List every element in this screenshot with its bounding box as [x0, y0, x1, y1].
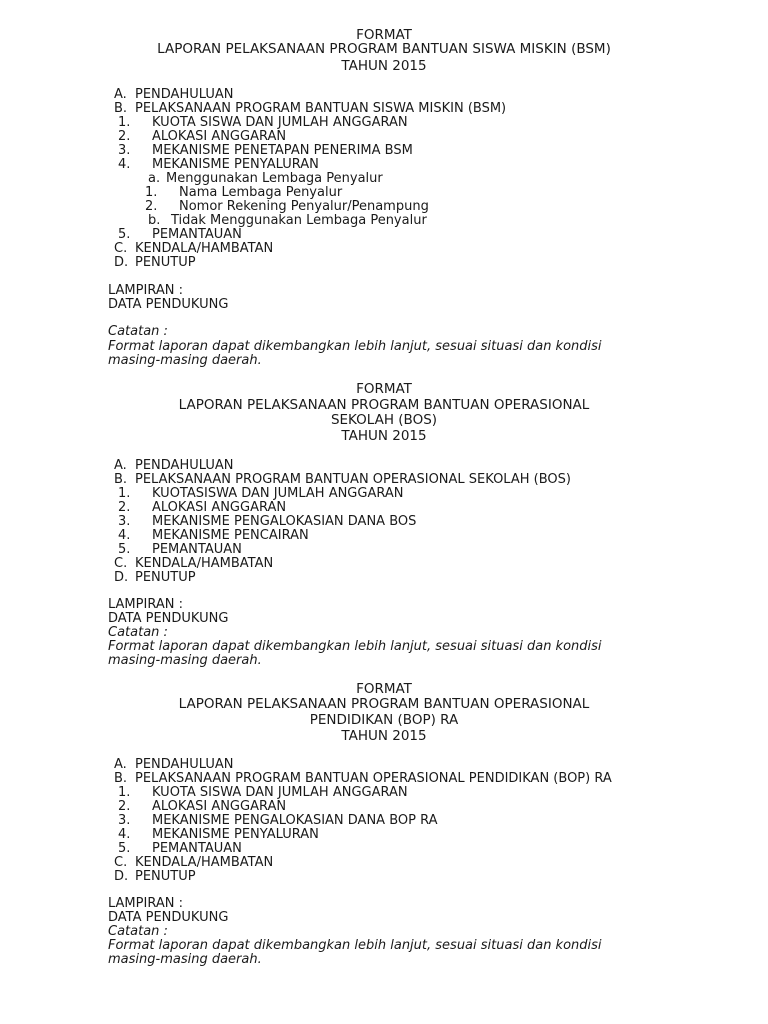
section-title-report: LAPORAN PELAKSANAAN PROGRAM BANTUAN OPERASIONAL	[178, 696, 590, 712]
outline-marker: 2.	[118, 799, 131, 814]
catatan-text: Format laporan dapat dikembangkan lebih lanjut, sesuai situasi dan kondisi	[108, 639, 602, 654]
outline-marker: 1.	[118, 115, 131, 130]
section-title-year: TAHUN 2015	[341, 428, 427, 444]
outline-item: PELAKSANAAN PROGRAM BANTUAN SISWA MISKIN (BSM)	[135, 101, 507, 116]
section-title-report: LAPORAN PELAKSANAAN PROGRAM BANTUAN SISWA MISKIN (BSM)	[157, 41, 611, 57]
section-title-format: FORMAT	[356, 381, 412, 397]
outline-marker: A.	[114, 87, 127, 102]
outline-item: Menggunakan Lembaga Penyalur	[166, 171, 383, 186]
outline-marker: A.	[114, 757, 127, 772]
section-title-report: SEKOLAH (BOS)	[330, 412, 438, 428]
outline-item: PENDAHULUAN	[135, 458, 234, 473]
outline-marker: 5.	[118, 841, 131, 856]
outline-item: KENDALA/HAMBATAN	[135, 556, 274, 571]
data-pendukung-label: DATA PENDUKUNG	[108, 611, 229, 626]
outline-item: KUOTA SISWA DAN JUMLAH ANGGARAN	[152, 115, 408, 130]
section-title-report: PENDIDIKAN (BOP) RA	[309, 712, 459, 728]
outline-marker: b.	[148, 213, 161, 228]
outline-item: Nama Lembaga Penyalur	[179, 185, 343, 200]
outline-marker: 2.	[118, 500, 131, 515]
catatan-text: masing-masing daerah.	[108, 653, 262, 668]
outline-marker: D.	[114, 570, 129, 585]
lampiran-label: LAMPIRAN :	[108, 597, 183, 612]
outline-marker: 2.	[118, 129, 131, 144]
outline-item: PENUTUP	[135, 869, 196, 884]
lampiran-label: LAMPIRAN :	[108, 896, 183, 911]
catatan-label: Catatan :	[108, 924, 168, 939]
outline-item: MEKANISME PENYALURAN	[152, 157, 319, 172]
outline-item: KUOTASISWA DAN JUMLAH ANGGARAN	[152, 486, 404, 501]
outline-item: PEMANTAUAN	[152, 542, 242, 557]
outline-marker: D.	[114, 869, 129, 884]
outline-item: KUOTA SISWA DAN JUMLAH ANGGARAN	[152, 785, 408, 800]
outline-item: PELAKSANAAN PROGRAM BANTUAN OPERASIONAL SEKOLAH (BOS)	[135, 472, 571, 487]
outline-marker: 3.	[118, 143, 131, 158]
outline-item: ALOKASI ANGGARAN	[152, 500, 287, 515]
outline-item: KENDALA/HAMBATAN	[135, 241, 274, 256]
outline-item: MEKANISME PENGALOKASIAN DANA BOS	[152, 514, 417, 529]
catatan-label: Catatan :	[108, 625, 168, 640]
outline-item: PENUTUP	[135, 255, 196, 270]
outline-item: PELAKSANAAN PROGRAM BANTUAN OPERASIONAL PENDIDIKAN (BOP) RA	[135, 771, 612, 786]
lampiran-label: LAMPIRAN :	[108, 283, 183, 298]
data-pendukung-label: DATA PENDUKUNG	[108, 910, 229, 925]
outline-marker: C.	[114, 241, 128, 256]
section-title-format: FORMAT	[356, 27, 412, 43]
outline-marker: 3.	[118, 514, 131, 529]
catatan-text: masing-masing daerah.	[108, 353, 262, 368]
outline-marker: 1.	[118, 486, 131, 501]
outline-item: PEMANTAUAN	[152, 841, 242, 856]
outline-marker: 1.	[118, 785, 131, 800]
outline-item: MEKANISME PENGALOKASIAN DANA BOP RA	[152, 813, 438, 828]
section-title-year: TAHUN 2015	[341, 728, 427, 744]
outline-item: ALOKASI ANGGARAN	[152, 799, 287, 814]
section-title-year: TAHUN 2015	[341, 58, 427, 74]
catatan-label: Catatan :	[108, 324, 168, 339]
outline-marker: C.	[114, 556, 128, 571]
outline-item: MEKANISME PENETAPAN PENERIMA BSM	[152, 143, 413, 158]
outline-marker: C.	[114, 855, 128, 870]
outline-item: KENDALA/HAMBATAN	[135, 855, 274, 870]
outline-marker: 4.	[118, 528, 131, 543]
data-pendukung-label: DATA PENDUKUNG	[108, 297, 229, 312]
outline-item: PENDAHULUAN	[135, 757, 234, 772]
outline-item: PENDAHULUAN	[135, 87, 234, 102]
section-title-report: LAPORAN PELAKSANAAN PROGRAM BANTUAN OPERASIONAL	[178, 397, 590, 413]
outline-marker: 4.	[118, 827, 131, 842]
outline-marker: 4.	[118, 157, 131, 172]
outline-marker: D.	[114, 255, 129, 270]
outline-item: PEMANTAUAN	[152, 227, 242, 242]
outline-marker: B.	[114, 771, 128, 786]
outline-marker: B.	[114, 472, 128, 487]
outline-item: MEKANISME PENCAIRAN	[152, 528, 309, 543]
outline-marker: B.	[114, 101, 128, 116]
outline-marker: 3.	[118, 813, 131, 828]
catatan-text: Format laporan dapat dikembangkan lebih lanjut, sesuai situasi dan kondisi	[108, 339, 602, 354]
section-title-format: FORMAT	[356, 681, 412, 697]
outline-item: PENUTUP	[135, 570, 196, 585]
outline-marker: 2.	[145, 199, 158, 214]
catatan-text: masing-masing daerah.	[108, 952, 262, 967]
outline-item: ALOKASI ANGGARAN	[152, 129, 287, 144]
outline-item: Tidak Menggunakan Lembaga Penyalur	[171, 213, 427, 228]
outline-marker: 5.	[118, 227, 131, 242]
outline-item: Nomor Rekening Penyalur/Penampung	[179, 199, 429, 214]
outline-marker: a.	[148, 171, 161, 186]
outline-marker: 5.	[118, 542, 131, 557]
catatan-text: Format laporan dapat dikembangkan lebih lanjut, sesuai situasi dan kondisi	[108, 938, 602, 953]
outline-item: MEKANISME PENYALURAN	[152, 827, 319, 842]
outline-marker: 1.	[145, 185, 158, 200]
outline-marker: A.	[114, 458, 127, 473]
